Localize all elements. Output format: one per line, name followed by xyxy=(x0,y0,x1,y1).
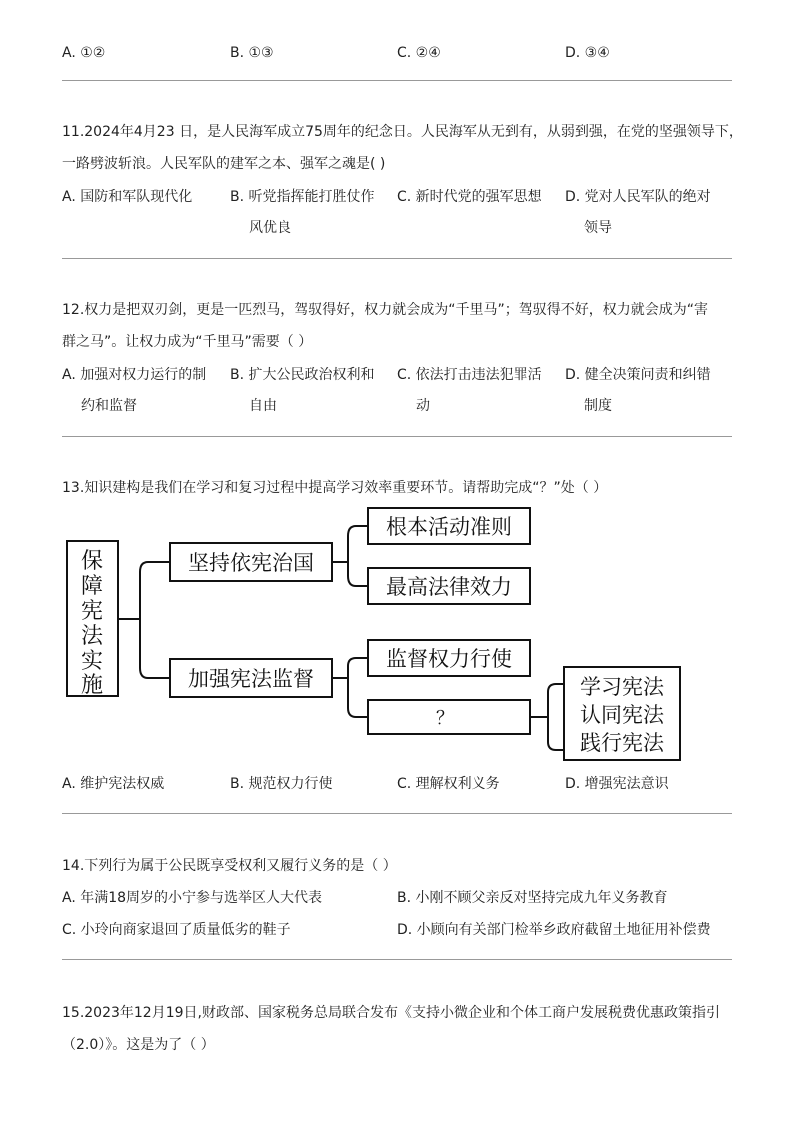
q10-option-b[interactable]: B. ①③ xyxy=(230,45,274,61)
root-char: 保 xyxy=(80,549,104,574)
final-line: 践行宪法 xyxy=(580,731,664,755)
q14-stem: 14.下列行为属于公民既享受权利又履行义务的是（ ） xyxy=(62,858,397,874)
q14-option-c[interactable]: C. 小玲向商家退回了质量低劣的鞋子 xyxy=(62,922,291,938)
q10-option-c[interactable]: C. ②④ xyxy=(397,45,441,61)
q13-option-b[interactable]: B. 规范权力行使 xyxy=(230,776,333,792)
q12-option-d[interactable]: D. 健全决策问责和纠错 xyxy=(565,367,711,383)
root-char: 实 xyxy=(80,649,104,674)
q11-option-d[interactable]: D. 党对人民军队的绝对 xyxy=(565,189,711,205)
q14-option-b[interactable]: B. 小刚不顾父亲反对坚持完成九年义务教育 xyxy=(397,890,668,906)
q14-option-d[interactable]: D. 小顾向有关部门检举乡政府截留土地征用补偿费 xyxy=(397,922,711,938)
q11-stem-line1: 11.2024年4月23 日，是人民海军成立75周年的纪念日。人民海军从无到有，从弱到强，在党的坚强领导下， xyxy=(62,124,743,140)
q13-option-c[interactable]: C. 理解权利义务 xyxy=(397,776,500,792)
q12-option-b-cont: 自由 xyxy=(249,398,277,414)
branch1-leaf1-label: 根本活动准则 xyxy=(386,515,512,539)
branch1-leaf2-label: 最高法律效力 xyxy=(386,575,512,599)
q12-option-a[interactable]: A. 加强对权力运行的制 xyxy=(62,367,207,383)
q11-option-d-cont: 领导 xyxy=(584,220,612,236)
q14-option-a[interactable]: A. 年满18周岁的小宁参与选举区人大代表 xyxy=(62,890,323,906)
q12-stem-line2: 群之马”。让权力成为“千里马”需要（ ） xyxy=(62,334,313,350)
q12-option-b[interactable]: B. 扩大公民政治权利和 xyxy=(230,367,375,383)
q11-option-b-cont: 风优良 xyxy=(249,220,291,236)
q13-stem: 13.知识建构是我们在学习和复习过程中提高学习效率重要环节。请帮助完成“？”处（ ） xyxy=(62,480,608,496)
q15-stem-line1: 15.2023年12月19日,财政部、国家税务总局联合发布《支持小微企业和个体工商户发展税费优惠政策指引 xyxy=(62,1005,720,1021)
divider xyxy=(62,959,732,960)
root-char: 法 xyxy=(80,624,104,649)
q12-stem-line1: 12.权力是把双刃剑，更是一匹烈马，驾驭得好，权力就会成为“千里马”；驾驭得不好，权力就会成为“害 xyxy=(62,302,709,318)
q11-stem-line2: 一路劈波斩浪。人民军队的建军之本、强军之魂是( ) xyxy=(62,156,386,172)
divider xyxy=(62,813,732,814)
final-line: 学习宪法 xyxy=(580,675,664,699)
root-char: 宪 xyxy=(80,599,104,624)
branch2-label: 加强宪法监督 xyxy=(188,667,314,691)
branch1-label: 坚持依宪治国 xyxy=(188,551,314,575)
root-char: 施 xyxy=(80,673,104,698)
q13-option-a[interactable]: A. 维护宪法权威 xyxy=(62,776,165,792)
branch2-leaf1-label: 监督权力行使 xyxy=(386,647,512,671)
q12-option-c-cont: 动 xyxy=(416,398,430,414)
question-mark-label: ？ xyxy=(436,708,454,729)
q12-option-c[interactable]: C. 依法打击违法犯罪活 xyxy=(397,367,542,383)
root-char: 障 xyxy=(80,574,104,599)
q11-option-a[interactable]: A. 国防和军队现代化 xyxy=(62,189,193,205)
q12-option-d-cont: 制度 xyxy=(584,398,612,414)
q11-option-b[interactable]: B. 听党指挥能打胜仗作 xyxy=(230,189,375,205)
q10-option-d[interactable]: D. ③④ xyxy=(565,45,610,61)
q15-stem-line2: （2.0）》。这是为了（ ） xyxy=(62,1037,215,1053)
q12-option-a-cont: 约和监督 xyxy=(81,398,137,414)
q10-option-a[interactable]: A. ①② xyxy=(62,45,106,61)
q11-option-c[interactable]: C. 新时代党的强军思想 xyxy=(397,189,542,205)
final-line: 认同宪法 xyxy=(580,703,664,727)
q13-option-d[interactable]: D. 增强宪法意识 xyxy=(565,776,669,792)
